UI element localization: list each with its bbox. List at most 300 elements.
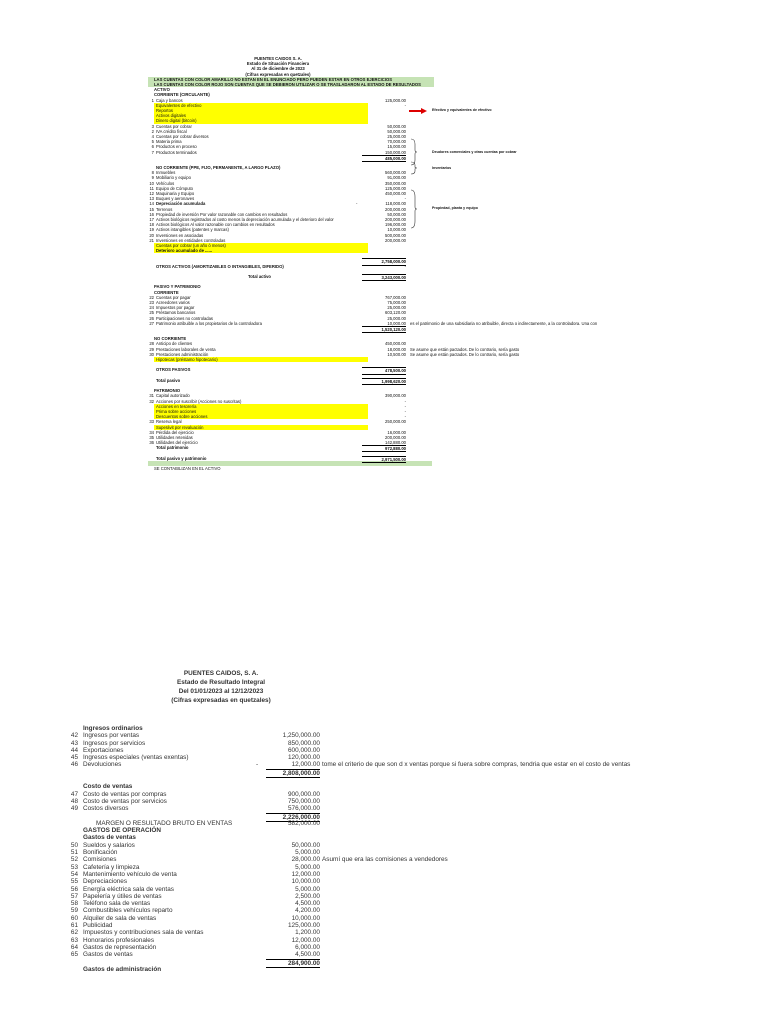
row-amount: 25,000.00 — [387, 133, 406, 139]
row-label: Publicidad — [83, 922, 113, 930]
section-activo: ACTIVO — [154, 87, 170, 93]
row-label: Honorarios profesionales — [83, 936, 155, 944]
total-pasivo-patrimonio-row — [148, 456, 438, 461]
row-label: Gastos de representación — [83, 943, 157, 951]
row-amount: 16,000.00 — [387, 429, 406, 435]
row-amount: 10,000.00 — [291, 914, 320, 922]
minus-sign: - — [356, 201, 358, 207]
row-label: Cuentas por cobrar — [156, 123, 192, 129]
row-amount: - — [404, 102, 406, 108]
row-label: Inversiones en asociadas — [156, 232, 204, 238]
total-pasivo-patrimonio-amount: 2,971,500.00 — [362, 456, 406, 463]
row-label: Alquiler de sala de ventas — [83, 914, 157, 922]
balance-sheet — [148, 56, 598, 471]
side-inventory: Inventarios — [432, 166, 452, 170]
row-number: 17 — [149, 216, 154, 222]
income-period: Del 01/01/2023 al 12/12/2023 — [178, 688, 264, 695]
row-label: Costos diversos — [83, 805, 129, 813]
row-amount: 120,000.00 — [288, 754, 320, 762]
row-label: Depreciación acumulada — [156, 201, 206, 207]
ingresos-heading-row — [66, 725, 766, 732]
total-pasivo-patrimonio-label: Total pasivo y patrimonio — [156, 455, 207, 461]
row-label: Comisiones — [83, 856, 117, 864]
balance-currency: (Cifras expresadas en quetzales) — [245, 71, 311, 77]
row-label: Reserva legal — [156, 419, 182, 425]
row-label: Cuentas por cobrar diversos — [156, 133, 209, 139]
costo-total: 2,226,000.00 — [266, 813, 320, 822]
gasto-row — [66, 886, 766, 893]
row-label: Utilidades del ejercicio — [156, 440, 198, 446]
row-label: Préstamos bancarios — [156, 310, 196, 316]
row-number: 14 — [149, 201, 154, 207]
red-arrow-icon — [408, 108, 428, 114]
row-number: 13 — [149, 196, 154, 202]
row-label: Bonificación — [83, 849, 118, 857]
row-label: Superávit por revaluación — [156, 424, 204, 430]
row-label: Papelería y útiles de ventas — [83, 892, 162, 900]
row-number: 32 — [149, 398, 154, 404]
row-number: 20 — [149, 232, 154, 238]
row-number: 28 — [149, 341, 154, 347]
row-amount: 767,000.00 — [385, 294, 406, 300]
row-label: Descuentos sobre acciones — [156, 414, 208, 420]
otros-pasivos-label: OTROS PASIVOS — [156, 367, 191, 373]
side-receivables: Deudores comerciales y otras cuentas por cobrar — [432, 150, 517, 154]
row-number: 58 — [70, 900, 78, 908]
current-assets-total-row — [148, 155, 438, 160]
ingresos-total-row — [66, 769, 766, 776]
otros-pasivos-amount: 478,500.00 — [362, 367, 406, 374]
row-number: 48 — [70, 797, 78, 805]
section-patrimonio: PATRIMONIO — [154, 388, 181, 394]
row-amount: 600,000.00 — [288, 746, 320, 754]
row-label: Ingresos por ventas — [83, 732, 140, 740]
gastos-ventas-label: Gastos de ventas — [83, 834, 136, 842]
costo-heading: Costo de ventas — [83, 783, 133, 791]
row-label: Teléfono sala de ventas — [83, 900, 151, 908]
row-amount: 1,200.00 — [295, 929, 320, 937]
row-label: Prima sobre acciones — [156, 408, 197, 414]
row-amount: 70,000.00 — [387, 139, 406, 145]
row-amount: 603,120.00 — [385, 310, 406, 316]
row-amount: 196,000.00 — [385, 222, 406, 228]
row-label: Inversiones en entidades controladas — [156, 237, 226, 243]
row-label: Productos terminados — [156, 149, 197, 155]
row-number: 36 — [149, 440, 154, 446]
row-number: 3 — [151, 123, 154, 129]
row-label: Activos biológicos registrados al costo menos la depreciación acumulada y el deterioro del valor — [156, 216, 334, 222]
note-red-accounts: LAS CUENTAS CON COLOR ROJO SON CUENTAS QUE SE DEBIERON UTILIZAR O SE TRASLADARON AL ESTADO DE RESULTADOS — [148, 82, 434, 87]
row-number: 2 — [151, 128, 154, 134]
row-label: Vehículos — [156, 180, 175, 186]
row-label: Pérdida del ejercicio — [156, 429, 194, 435]
row-label: Materia prima — [156, 139, 182, 145]
row-label: Mobiliario y equipo — [156, 175, 191, 181]
ingresos-row — [66, 754, 766, 761]
section-no-corriente: NO CORRIENTE (PPE, FIJO, PERMANENTE, A LARGO PLAZO) — [156, 165, 281, 171]
gasto-row — [66, 856, 766, 863]
row-number: 1 — [151, 97, 154, 103]
row-amount: 450,000.00 — [385, 191, 406, 196]
row-label: Prestaciones laborales de venta — [156, 346, 216, 352]
total-pasivo-row — [148, 378, 438, 383]
row-number: 55 — [70, 878, 78, 886]
gastos-list — [66, 842, 766, 959]
row-amount: - — [404, 414, 406, 420]
row-number: 23 — [149, 299, 154, 305]
row-number: 7 — [151, 149, 154, 155]
row-label: Buques y aeronaves — [156, 196, 195, 202]
total-activo-amount: 3,243,000.00 — [362, 274, 406, 281]
row-amount: 4,500.00 — [295, 951, 320, 959]
costo-total-row — [66, 813, 766, 820]
row-amount: 200,000.00 — [385, 434, 406, 440]
gasto-row — [66, 937, 766, 944]
ingresos-heading: Ingresos ordinarios — [83, 725, 143, 732]
row-label: Acreedores varios — [156, 299, 190, 305]
gasto-row — [66, 922, 766, 929]
row-amount: - — [404, 403, 406, 409]
section-corriente: CORRIENTE (CIRCULANTE) — [154, 92, 210, 98]
row-number: 8 — [151, 170, 154, 176]
row-label: Costo de ventas por compras — [83, 790, 167, 798]
income-company: PUENTES CAIDOS, S. A. — [183, 670, 259, 677]
row-number: 9 — [151, 175, 154, 181]
row-number: 54 — [70, 870, 78, 878]
gasto-row — [66, 893, 766, 900]
margen-row — [66, 820, 766, 827]
gastos-total: 284,900.00 — [266, 959, 320, 968]
ingresos-row — [66, 732, 766, 739]
gastos-ventas-row — [66, 834, 766, 841]
row-comment: Se asume que están pactados. De lo contrario, sería gasto — [410, 351, 520, 357]
row-amount: 250,000.00 — [385, 419, 406, 425]
row-number: 31 — [149, 393, 154, 399]
row-amount: 125,000.00 — [385, 185, 406, 191]
row-amount: 200,000.00 — [385, 237, 406, 243]
row-label: Activos biológicos Al valor razonable con cambios en resultados — [156, 222, 275, 228]
row-amount: 118,000.00 — [385, 201, 406, 207]
current-liabilities-list — [148, 294, 598, 326]
row-amount: 75,000.00 — [387, 299, 406, 305]
ingresos-row — [66, 761, 766, 768]
gasto-row — [66, 849, 766, 856]
row-label: Anticipo de clientes — [156, 341, 193, 347]
gasto-row — [66, 907, 766, 914]
total-pasivo-label: Total pasivo — [156, 377, 181, 383]
row-number: 33 — [149, 419, 154, 425]
row-number: 56 — [70, 885, 78, 893]
noncurrent-assets-list — [148, 170, 438, 253]
row-label: Activos digitales — [156, 113, 187, 119]
row-label: Cuentas por cobrar (un año ó menos) — [156, 242, 226, 248]
row-number: 57 — [70, 892, 78, 900]
row-number: 44 — [70, 746, 78, 754]
row-number: 5 — [151, 139, 154, 145]
otros-activos-label: OTROS ACTIVOS (AMORTIZABLES O INTANGIBLES, DIFERIDO) — [156, 263, 284, 269]
row-number: 30 — [149, 351, 154, 357]
row-amount: 4,500.00 — [295, 900, 320, 908]
footer-note: SE CONTABILIZAN EN EL ACTIVO — [154, 465, 221, 471]
row-number: 22 — [149, 294, 154, 300]
row-number: 4 — [151, 133, 154, 139]
side-ppe: Propiedad, planta y equipo — [432, 206, 478, 210]
row-number: 53 — [70, 863, 78, 871]
row-number: 12 — [149, 191, 154, 196]
total-patrimonio-row — [148, 445, 438, 450]
row-amount: 850,000.00 — [288, 739, 320, 747]
row-amount: 50,000.00 — [291, 841, 320, 849]
balance-date: Al 31 de diciembre de 2023 — [251, 66, 305, 72]
row-label: Caja y bancos — [156, 97, 183, 103]
noncurrent-asset-row — [148, 248, 438, 253]
row-amount: 1,250,000.00 — [282, 732, 320, 740]
row-number: 64 — [70, 943, 78, 951]
row-label: Ingresos por servicios — [83, 739, 146, 747]
row-label: Cafetería y limpieza — [83, 863, 140, 871]
row-label: Combustibles vehículos reparto — [83, 907, 173, 915]
row-amount: - — [404, 196, 406, 202]
row-amount: 91,000.00 — [387, 175, 406, 181]
row-label: Acciones por suscribir (Acciones no suscritas) — [156, 398, 242, 404]
row-amount: - — [404, 398, 406, 404]
noncurrent-assets-total: 2,758,000.00 — [362, 258, 406, 265]
row-comment: tome el criterio de que son d x ventas porque si fuera sobre compras, tendria que estar en el costo de ventas — [322, 761, 631, 769]
row-comment: es el patrimonio de una subsidiaria no atribuible, directa o indirectamente, a la controladora. Una con — [410, 320, 598, 326]
gasto-row — [66, 944, 766, 951]
row-amount: 50,000.00 — [387, 123, 406, 129]
row-number: 52 — [70, 856, 78, 864]
total-patrimonio-amount: 972,880.00 — [362, 445, 406, 452]
ingresos-total: 2,808,000.00 — [266, 769, 320, 778]
row-label: Reportos — [156, 108, 173, 113]
total-activo-label: Total activo — [248, 274, 271, 279]
row-amount: 28,000.00 — [291, 856, 320, 864]
current-assets-list — [148, 98, 438, 155]
gasto-row — [66, 900, 766, 907]
row-label: Hipotecas (préstamo hipotecario) — [156, 357, 218, 363]
row-amount: 5,000.00 — [295, 863, 320, 871]
gasto-row — [66, 951, 766, 958]
row-label: Utilidades retenidas — [156, 434, 193, 440]
row-amount: 4,200.00 — [295, 907, 320, 915]
row-label: Maquinaria y Equipo — [156, 191, 195, 196]
current-assets-total: 485,000.00 — [362, 155, 406, 162]
section-corriente-pasivo: CORRIENTE — [154, 289, 179, 295]
row-label: Propiedad de inversión Por valor razonable con cambios en resultados — [156, 211, 288, 217]
row-amount: 150,000.00 — [385, 149, 406, 155]
row-amount: - — [404, 408, 406, 414]
row-number: 51 — [70, 849, 78, 857]
costo-row — [66, 791, 766, 798]
row-number: 24 — [149, 305, 154, 311]
total-activo-row — [148, 274, 438, 279]
gastos-admin-label: Gastos de administración — [83, 965, 162, 973]
row-comment: Se asume que están pactados. De lo contrario, sería gasto — [410, 346, 520, 352]
row-number: 47 — [70, 790, 78, 798]
gasto-row — [66, 842, 766, 849]
row-label: Energía eléctrica sala de ventas — [83, 885, 174, 893]
row-number: 46 — [70, 761, 78, 769]
row-number: 34 — [149, 429, 154, 435]
row-number: 62 — [70, 929, 78, 937]
section-pasivo: PASIVO Y PATRIMONIO — [154, 284, 201, 290]
row-amount: 200,000.00 — [385, 216, 406, 222]
noncurrent-liability-row — [148, 357, 438, 362]
row-amount: 10,000.00 — [387, 320, 406, 326]
row-label: Impuestos y contribuciones sala de ventas — [83, 929, 204, 937]
row-amount: 12,000.00 — [291, 870, 320, 878]
row-amount: 15,000.00 — [387, 144, 406, 150]
row-label: Costo de ventas por servicios — [83, 797, 167, 805]
row-label: Equipo de Cómputo — [156, 185, 194, 191]
row-number: 19 — [149, 227, 154, 233]
row-amount: 10,000.00 — [291, 878, 320, 886]
row-amount: 350,000.00 — [385, 180, 406, 186]
row-label: Deterioro acumulado de ...... — [156, 248, 213, 254]
row-number: 21 — [149, 237, 154, 243]
row-label: Exportaciones — [83, 746, 124, 754]
balance-title: Estado de Situación Financiera — [246, 61, 310, 67]
row-number: 6 — [151, 144, 154, 150]
income-title: Estado de Resultado Integral — [176, 679, 266, 686]
row-label: Cuentas por pagar — [156, 294, 191, 300]
row-label: Equivalentes de efectivo — [156, 102, 202, 108]
ingresos-row — [66, 740, 766, 747]
gastos-admin-row — [66, 966, 766, 973]
row-number: 10 — [149, 180, 154, 186]
gasto-row — [66, 864, 766, 871]
ingresos-row — [66, 747, 766, 754]
row-amount: 5,000.00 — [295, 849, 320, 857]
row-number: 42 — [70, 732, 78, 740]
row-label: Devoluciones — [83, 761, 122, 769]
row-amount: 10,000.00 — [387, 227, 406, 233]
row-number: 63 — [70, 936, 78, 944]
noncurrent-liabilities-list — [148, 341, 520, 363]
gasto-row — [66, 878, 766, 885]
row-number: 25 — [149, 310, 154, 316]
row-amount: 50,000.00 — [387, 128, 406, 134]
row-number: 35 — [149, 434, 154, 440]
row-label: Sueldos y salarios — [83, 841, 135, 849]
row-amount: 750,000.00 — [288, 797, 320, 805]
balance-company: PUENTES CAIDOS S. A. — [254, 56, 302, 61]
row-amount: 576,000.00 — [288, 805, 320, 813]
total-patrimonio-label: Total patrimonio — [156, 445, 189, 451]
row-number: 59 — [70, 907, 78, 915]
row-label: Ingresos especiales (ventas exentas) — [83, 754, 189, 762]
otros-activos-row — [148, 264, 438, 269]
costo-row — [66, 805, 766, 812]
gastos-total-row — [66, 959, 766, 966]
row-label: Productos en proceso — [156, 144, 197, 150]
margen-amount: 582,000.00 — [288, 819, 320, 827]
row-label: Prestaciones administración — [156, 351, 209, 357]
equity-list — [148, 393, 438, 445]
row-label: Gastos de ventas — [83, 951, 133, 959]
row-number: 26 — [149, 315, 154, 321]
row-amount: 12,000.00 — [291, 936, 320, 944]
row-label: Terrenos — [156, 206, 173, 212]
margen-label: MARGEN O RESULTADO BRUTO EN VENTAS — [96, 819, 233, 827]
otros-activos-amount: - — [404, 263, 406, 269]
row-amount: 450,000.00 — [385, 341, 406, 347]
row-number: 60 — [70, 914, 78, 922]
costo-row — [66, 798, 766, 805]
row-number: 18 — [149, 222, 154, 228]
gasto-row — [66, 871, 766, 878]
row-amount: 12,000.00 — [291, 761, 320, 769]
row-number: 49 — [70, 805, 78, 813]
row-number: 61 — [70, 922, 78, 930]
row-amount: 2,500.00 — [295, 892, 320, 900]
row-number: 50 — [70, 841, 78, 849]
side-effective: Efectivo y equivalentes de efectivo — [432, 108, 492, 112]
row-amount: 25,000.00 — [387, 305, 406, 311]
current-liabilities-total: 1,520,120.00 — [362, 326, 406, 333]
gastos-op-label: GASTOS DE OPERACIÓN — [83, 827, 162, 835]
row-label: Participaciones no controladas — [156, 315, 214, 321]
row-number: 29 — [149, 346, 154, 352]
row-amount: 18,000.00 — [387, 346, 406, 352]
row-label: Capital autorizado — [156, 393, 190, 399]
brace-icon — [410, 189, 418, 229]
row-comment: Asumí que era las comisiones a vendedores — [322, 856, 448, 864]
row-number: 11 — [149, 185, 154, 191]
gasto-row — [66, 929, 766, 936]
row-number: 65 — [70, 951, 78, 959]
note-yellow-accounts: LAS CUENTAS CON COLOR AMARILLO NO ESTAN EN EL ENUNCIADO PERO PUEDEN ESTAR EN OTROS EJERCICIOS — [148, 77, 434, 82]
minus-sign: - — [256, 761, 259, 769]
row-amount: 142,880.00 — [385, 440, 406, 446]
row-label: Mantenimiento vehículo de venta — [83, 870, 177, 878]
row-amount: 200,000.00 — [385, 206, 406, 212]
row-amount: 500,000.00 — [385, 232, 406, 238]
current-liabilities-total-row — [148, 326, 438, 331]
gastos-op-row — [66, 827, 766, 834]
row-number: 45 — [70, 754, 78, 762]
income-currency: (Cifras expresadas en quetzales) — [171, 697, 271, 704]
row-amount: 6,000.00 — [295, 943, 320, 951]
row-number: 16 — [149, 211, 154, 217]
row-label: Dinero digital (bitcoin) — [156, 118, 197, 124]
costo-heading-row — [66, 783, 766, 790]
row-label: Activos intangibles (patentes y marcas) — [156, 227, 229, 233]
brace-icon — [410, 161, 418, 175]
gasto-row — [66, 915, 766, 922]
row-amount: 50,000.00 — [387, 211, 406, 217]
row-amount: 10,500.00 — [387, 351, 406, 357]
ingresos-list — [66, 732, 766, 768]
row-label: Patrimonio atribuible a los propietarios de la controladora — [156, 320, 262, 326]
otros-pasivos-row — [148, 367, 438, 372]
row-label: Acciones en tesorería — [156, 403, 197, 409]
costo-list — [66, 791, 766, 813]
row-amount: 25,000.00 — [387, 315, 406, 321]
row-amount: 125,000.00 — [385, 97, 406, 103]
row-number: 27 — [149, 320, 154, 326]
row-number: 15 — [149, 206, 154, 212]
total-pasivo-amount: 1,998,620.00 — [362, 378, 406, 385]
row-label: Depreciaciones — [83, 878, 128, 886]
section-no-corriente-pasivo: NO CORRIENTE — [154, 336, 187, 342]
row-amount: 560,000.00 — [385, 170, 406, 176]
row-label: Inmuebles — [156, 170, 176, 176]
row-amount: 125,000.00 — [288, 922, 320, 930]
row-amount: 5,000.00 — [295, 885, 320, 893]
row-amount: 900,000.00 — [288, 790, 320, 798]
